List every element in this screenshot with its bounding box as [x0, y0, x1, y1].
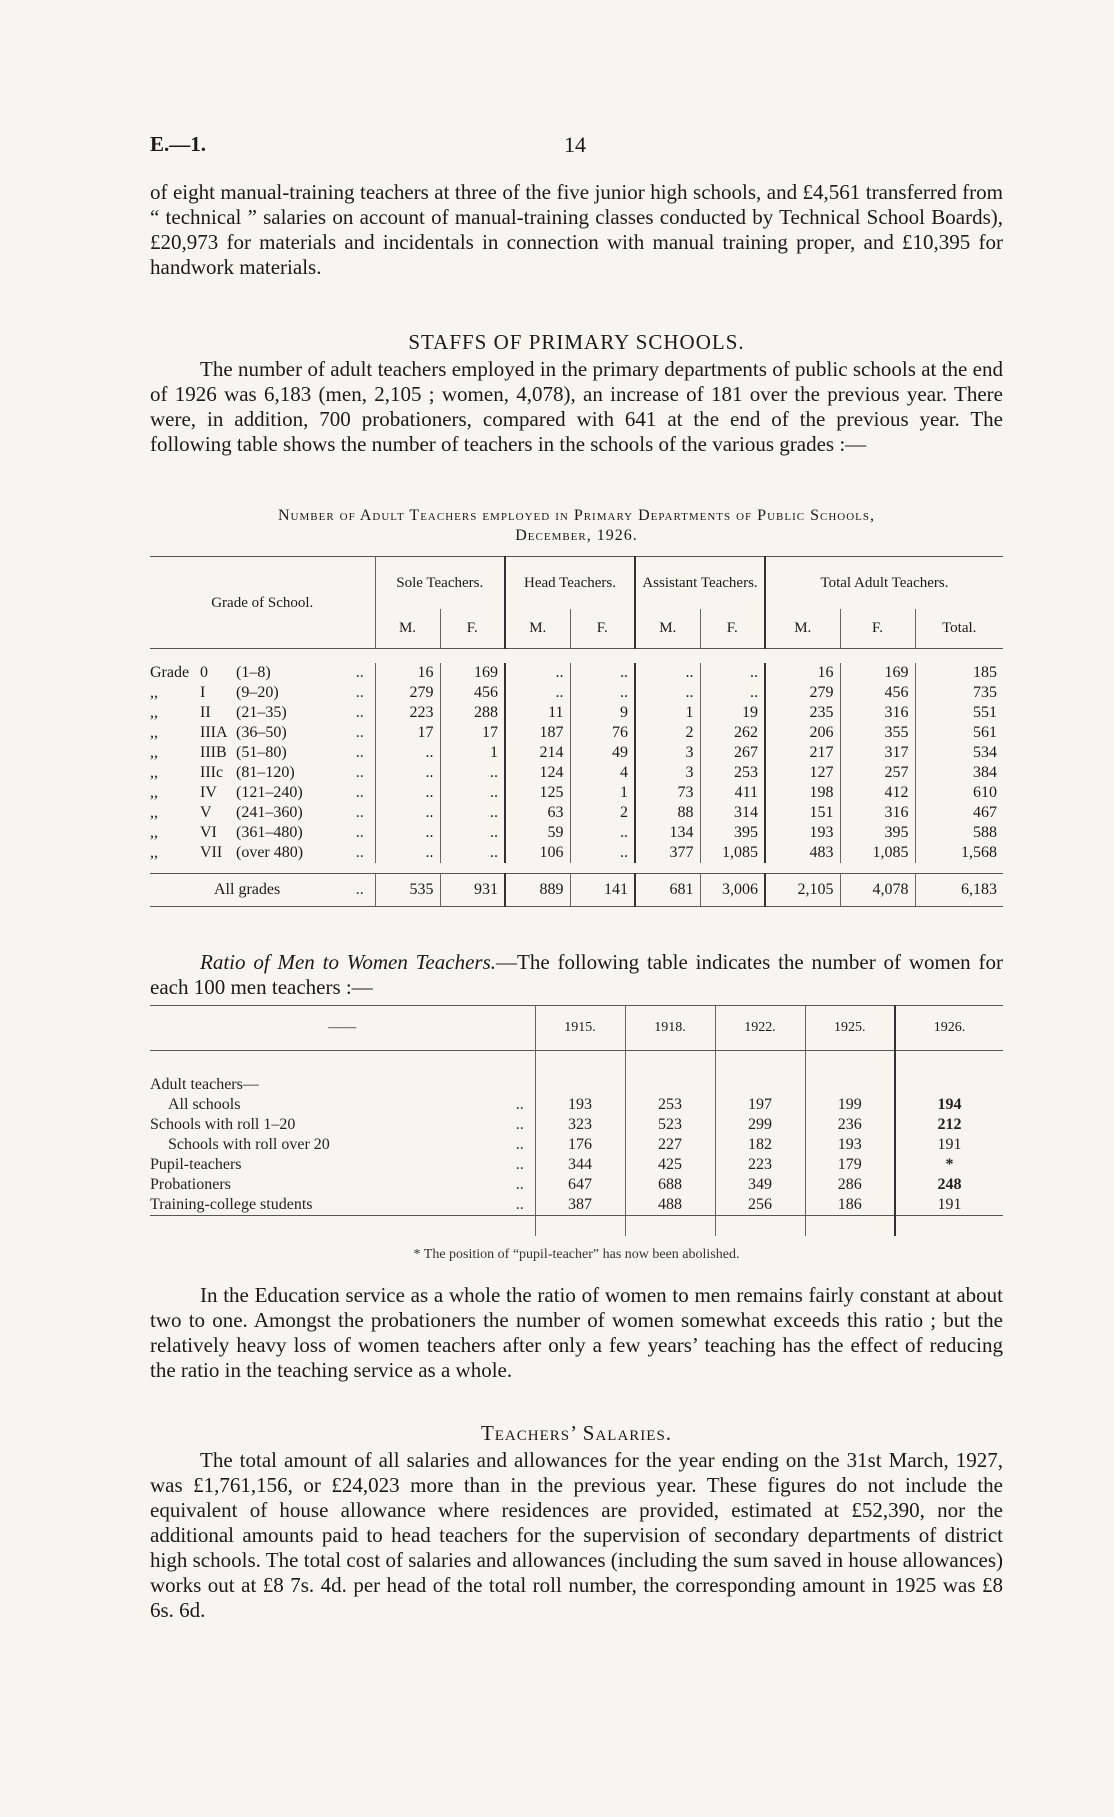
table-cell: .. — [440, 783, 505, 803]
table-cell: 199 — [805, 1095, 895, 1115]
sub-header: M. — [635, 609, 700, 649]
leader-dots: .. — [355, 764, 364, 781]
salaries-paragraph: The total amount of all salaries and allowances for the year ending on the 31st March, 1927, was £1,761,156, or £24,023 more than in the previous year. These figures do not include the equivalent of house allowance where residences are provided, estimated at £52,390, nor the additional amounts paid to head teachers for the supervision of secondary departments of district high schools. The total cost of salaries and allowances (including the sum saved in house allowances) works out at £8 7s. 4d. per head of the total roll number, the corresponding amount in 1925 was £8 6s. 6d. — [150, 1448, 1003, 1622]
grade-numeral: 0 — [200, 664, 208, 681]
table-cell: 16 — [375, 663, 440, 683]
table-cell: .. — [375, 763, 440, 783]
table-row — [150, 1135, 1003, 1155]
grade-range: (21–35) — [236, 704, 287, 721]
spacer-row — [150, 863, 1003, 874]
table-cell: 59 — [505, 823, 570, 843]
row-label: Pupil-teachers — [150, 1156, 242, 1173]
table-cell: 185 — [915, 663, 1003, 683]
table-cell: 735 — [915, 683, 1003, 703]
table-cell: 316 — [840, 803, 915, 823]
table1-caption-line1: Number of Adult Teachers employed in Primary Departments of Public Schools, — [278, 507, 875, 524]
totals-cell: 535 — [375, 874, 440, 907]
grade-label — [150, 763, 345, 783]
table-cell: 349 — [715, 1175, 805, 1195]
table-row — [150, 1155, 1003, 1175]
table-cell: 1 — [635, 703, 700, 723]
sole-teachers-header: Sole Teachers. — [375, 557, 505, 609]
grade-range: (51–80) — [236, 744, 287, 761]
grade-prefix: ,, — [150, 724, 158, 741]
grade-range: (361–480) — [236, 824, 303, 841]
spacer-row — [150, 1216, 1003, 1237]
table-cell: 214 — [505, 743, 570, 763]
table-cell: 253 — [700, 763, 765, 783]
table-cell: .. — [570, 843, 635, 863]
grade-range: (241–360) — [236, 804, 303, 821]
table-cell: 534 — [915, 743, 1003, 763]
table-cell: 106 — [505, 843, 570, 863]
table-cell: .. — [505, 683, 570, 703]
salaries-section — [150, 1448, 1003, 1623]
year-header: 1922. — [715, 1006, 805, 1051]
table-cell: 344 — [535, 1155, 625, 1175]
table-row — [150, 843, 1003, 863]
table-cell: 197 — [715, 1095, 805, 1115]
table-cell: 11 — [505, 703, 570, 723]
leader-dots: .. — [515, 1176, 524, 1193]
table-cell: * — [895, 1155, 1003, 1175]
table-row — [150, 1195, 1003, 1216]
grade-label — [150, 803, 345, 823]
staffs-heading: STAFFS OF PRIMARY SCHOOLS. — [408, 330, 745, 354]
table-cell: 1 — [440, 743, 505, 763]
sub-header: Total. — [915, 609, 1003, 649]
table-row — [150, 823, 1003, 843]
table-cell: 387 — [535, 1195, 625, 1216]
grade-range: (121–240) — [236, 784, 303, 801]
grade-label — [150, 843, 345, 863]
table-cell: 561 — [915, 723, 1003, 743]
leader-dots: .. — [355, 824, 364, 841]
table-cell: .. — [440, 763, 505, 783]
table-row — [150, 1175, 1003, 1195]
table-cell: 125 — [505, 783, 570, 803]
table-cell: 9 — [570, 703, 635, 723]
table-cell: 316 — [840, 703, 915, 723]
table-cell: 217 — [765, 743, 840, 763]
table-cell: 223 — [375, 703, 440, 723]
grade-label — [150, 663, 345, 683]
table-cell: 19 — [700, 703, 765, 723]
grade-numeral: II — [200, 704, 211, 721]
service-section — [150, 1283, 1003, 1383]
table-cell: 456 — [440, 683, 505, 703]
table-row — [150, 1115, 1003, 1135]
page-number: 14 — [564, 132, 586, 157]
table-row — [150, 683, 1003, 703]
table-cell: .. — [505, 663, 570, 683]
ratio-paragraph — [150, 950, 1003, 1000]
table-cell: 206 — [765, 723, 840, 743]
grade-prefix: ,, — [150, 784, 158, 801]
table-row — [150, 663, 1003, 683]
table-cell: 16 — [765, 663, 840, 683]
table-cell: 3 — [635, 763, 700, 783]
grade-numeral: IIIB — [200, 744, 227, 761]
leader-dots: .. — [515, 1136, 524, 1153]
table-cell: 384 — [915, 763, 1003, 783]
sub-header: F. — [840, 609, 915, 649]
table-cell: .. — [440, 803, 505, 823]
table-cell: .. — [635, 683, 700, 703]
table-cell: 317 — [840, 743, 915, 763]
table-cell: 355 — [840, 723, 915, 743]
table-cell: 610 — [915, 783, 1003, 803]
table-cell: 425 — [625, 1155, 715, 1175]
service-paragraph: In the Education service as a whole the ratio of women to men remains fairly constant at about two to one. Amongst the probationers the number of women somewhat exceeds this ratio ; but the relatively heavy loss of women teachers after only a few years’ teaching has the effect of reducing the ratio in the teaching service as a whole. — [150, 1283, 1003, 1382]
grade-prefix: ,, — [150, 704, 158, 721]
table-cell: .. — [375, 823, 440, 843]
totals-cell: 681 — [635, 874, 700, 907]
totals-cell: 4,078 — [840, 874, 915, 907]
table-cell: 395 — [840, 823, 915, 843]
table-cell: 124 — [505, 763, 570, 783]
table-row — [150, 723, 1003, 743]
year-header: 1926. — [895, 1006, 1003, 1051]
row-label: Probationers — [150, 1176, 231, 1193]
grade-prefix: Grade — [150, 664, 190, 681]
grade-header: Grade of School. — [150, 557, 375, 649]
table-cell: 134 — [635, 823, 700, 843]
table-cell: .. — [440, 843, 505, 863]
table-cell: 76 — [570, 723, 635, 743]
table-cell: 187 — [505, 723, 570, 743]
table-cell: 488 — [625, 1195, 715, 1216]
head-teachers-header: Head Teachers. — [505, 557, 635, 609]
totals-cell: 889 — [505, 874, 570, 907]
table-cell: 169 — [840, 663, 915, 683]
table-cell: 88 — [635, 803, 700, 823]
leader-dots: .. — [355, 664, 364, 681]
table-cell: 63 — [505, 803, 570, 823]
grade-range: (over 480) — [236, 844, 304, 861]
table-cell: 49 — [570, 743, 635, 763]
ratio-section — [150, 950, 1003, 1000]
leader-dots: .. — [355, 704, 364, 721]
table1-body — [150, 663, 1003, 907]
row-label: Training-college students — [150, 1195, 505, 1216]
table-cell: 262 — [700, 723, 765, 743]
leader-dots: .. — [345, 874, 375, 907]
totals-row — [150, 874, 1003, 907]
table-row — [150, 743, 1003, 763]
table-cell: 253 — [625, 1095, 715, 1115]
adult-teachers-table — [150, 556, 1003, 907]
table-cell: 647 — [535, 1175, 625, 1195]
row-label: Schools with roll 1–20 — [150, 1116, 296, 1133]
grade-range: (81–120) — [236, 764, 295, 781]
intro-section — [150, 180, 1003, 280]
leader-dots: .. — [355, 684, 364, 701]
total-teachers-header: Total Adult Teachers. — [765, 557, 1003, 609]
grade-numeral: IV — [200, 784, 217, 801]
table-cell: 127 — [765, 763, 840, 783]
page-header — [150, 132, 1000, 162]
totals-label: All grades — [150, 874, 345, 907]
table-cell: 1 — [570, 783, 635, 803]
table-cell: 588 — [915, 823, 1003, 843]
table-row — [150, 1095, 1003, 1115]
table-cell: 176 — [535, 1135, 625, 1155]
table-cell: 3 — [635, 743, 700, 763]
table-cell: 2 — [570, 803, 635, 823]
table-cell: 267 — [700, 743, 765, 763]
table-cell: 467 — [915, 803, 1003, 823]
table2-body — [150, 1051, 1003, 1237]
grade-label — [150, 723, 345, 743]
leader-dots: .. — [355, 724, 364, 741]
grade-numeral: VII — [200, 844, 223, 861]
grade-numeral: VI — [200, 824, 217, 841]
table-cell: 191 — [895, 1195, 1003, 1216]
table-cell: .. — [570, 663, 635, 683]
grade-numeral: I — [200, 684, 206, 701]
table-cell: 395 — [700, 823, 765, 843]
table-cell: 1,568 — [915, 843, 1003, 863]
report-reference: E.—1. — [150, 132, 207, 156]
table-row — [150, 803, 1003, 823]
totals-cell: 3,006 — [700, 874, 765, 907]
table-cell: 169 — [440, 663, 505, 683]
table-cell: 257 — [840, 763, 915, 783]
table-cell: 286 — [805, 1175, 895, 1195]
totals-cell: 2,105 — [765, 874, 840, 907]
table-cell: 4 — [570, 763, 635, 783]
totals-cell: 6,183 — [915, 874, 1003, 907]
grade-range: (36–50) — [236, 724, 287, 741]
table-cell: 248 — [895, 1175, 1003, 1195]
leader-dots: .. — [515, 1156, 524, 1173]
table-cell: 193 — [535, 1095, 625, 1115]
sub-header: F. — [440, 609, 505, 649]
grade-range: (9–20) — [236, 684, 279, 701]
grade-label — [150, 683, 345, 703]
grade-prefix: ,, — [150, 824, 158, 841]
table-cell: .. — [700, 683, 765, 703]
table-cell: 279 — [375, 683, 440, 703]
grade-label — [150, 743, 345, 763]
table-cell: 1,085 — [700, 843, 765, 863]
grade-numeral: IIIc — [200, 764, 224, 781]
table-cell: 412 — [840, 783, 915, 803]
grade-prefix: ,, — [150, 744, 158, 761]
table-cell: 236 — [805, 1115, 895, 1135]
grade-label — [150, 823, 345, 843]
grade-label — [150, 703, 345, 723]
year-header: 1918. — [625, 1006, 715, 1051]
row-label: Schools with roll over 20 — [168, 1136, 330, 1153]
grade-range: (1–8) — [236, 664, 271, 681]
totals-cell: 931 — [440, 874, 505, 907]
table1-caption-line2: December, 1926. — [515, 527, 638, 544]
table-cell: 456 — [840, 683, 915, 703]
table-cell: .. — [375, 743, 440, 763]
table-cell: 483 — [765, 843, 840, 863]
grade-prefix: ,, — [150, 764, 158, 781]
table-cell: .. — [570, 683, 635, 703]
table-cell: 299 — [715, 1115, 805, 1135]
table-cell: 256 — [715, 1195, 805, 1216]
leader-dots: .. — [355, 744, 364, 761]
grade-label — [150, 783, 345, 803]
table-row — [150, 783, 1003, 803]
table-cell: 523 — [625, 1115, 715, 1135]
table-row — [150, 763, 1003, 783]
leader-dots: .. — [355, 804, 364, 821]
grade-numeral: IIIA — [200, 724, 228, 741]
sub-header: M. — [375, 609, 440, 649]
grade-prefix: ,, — [150, 684, 158, 701]
table-cell: 73 — [635, 783, 700, 803]
table-cell: .. — [375, 783, 440, 803]
table-cell: .. — [375, 843, 440, 863]
table-cell: 279 — [765, 683, 840, 703]
table-cell: .. — [635, 663, 700, 683]
table-cell: .. — [440, 823, 505, 843]
table-row — [150, 703, 1003, 723]
group-label: Adult teachers— — [150, 1076, 259, 1093]
table-cell: 17 — [375, 723, 440, 743]
table-cell: .. — [700, 663, 765, 683]
table-cell: 182 — [715, 1135, 805, 1155]
table-cell: 551 — [915, 703, 1003, 723]
ratio-text: —The following table indicates the number of women for each 100 men teachers :— — [150, 950, 1003, 999]
table1-caption — [150, 506, 1003, 546]
table-cell: 193 — [805, 1135, 895, 1155]
ratio-footnote: * The position of “pupil-teacher” has now been abolished. — [413, 1247, 740, 1262]
grade-prefix: ,, — [150, 844, 158, 861]
grade-numeral: V — [200, 804, 212, 821]
table-cell: .. — [570, 823, 635, 843]
table-cell: 314 — [700, 803, 765, 823]
leader-dots: .. — [505, 1195, 535, 1216]
totals-cell: 141 — [570, 874, 635, 907]
table-cell: 288 — [440, 703, 505, 723]
table-cell: 377 — [635, 843, 700, 863]
table-cell: 227 — [625, 1135, 715, 1155]
sub-header: M. — [765, 609, 840, 649]
table-cell: 1,085 — [840, 843, 915, 863]
table-cell: 17 — [440, 723, 505, 743]
row-label: All schools — [168, 1096, 241, 1113]
leader-dots: .. — [515, 1116, 524, 1133]
leader-dots: .. — [355, 844, 364, 861]
table-cell: 193 — [765, 823, 840, 843]
ratio-corner: —— — [150, 1006, 535, 1051]
table-cell: 323 — [535, 1115, 625, 1135]
staffs-section — [150, 357, 1003, 457]
sub-header: F. — [700, 609, 765, 649]
table-cell: 235 — [765, 703, 840, 723]
leader-dots: .. — [515, 1096, 524, 1113]
sub-header: M. — [505, 609, 570, 649]
staffs-paragraph: The number of adult teachers employed in the primary departments of public schools at the end of 1926 was 6,183 (men, 2,105 ; women, 4,078), an increase of 181 over the previous year. There were, in addition, 700 probationers, compared with 641 at the end of the previous year. The following table shows the number of teachers in the schools of the various grades :— — [150, 357, 1003, 456]
table-cell: 688 — [625, 1175, 715, 1195]
table-cell: 179 — [805, 1155, 895, 1175]
table-cell: 198 — [765, 783, 840, 803]
table-cell: 2 — [635, 723, 700, 743]
table-cell: 191 — [895, 1135, 1003, 1155]
table-cell: 223 — [715, 1155, 805, 1175]
sub-header: F. — [570, 609, 635, 649]
year-header: 1915. — [535, 1006, 625, 1051]
year-header: 1925. — [805, 1006, 895, 1051]
leader-dots: .. — [355, 784, 364, 801]
ratio-table — [150, 1005, 1003, 1236]
table-cell: .. — [375, 803, 440, 823]
salaries-heading: Teachers’ Salaries. — [480, 1421, 673, 1445]
table-cell: 212 — [895, 1115, 1003, 1135]
table-cell: 151 — [765, 803, 840, 823]
assistant-teachers-header: Assistant Teachers. — [635, 557, 765, 609]
intro-paragraph: of eight manual-training teachers at three of the five junior high schools, and £4,561 transferred from “ technical ” salaries on account of manual-training classes conducted by Technical School Boards), £20,973 for materials and incidentals in connection with manual training proper, and £10,395 for handwork materials. — [150, 180, 1003, 279]
grade-prefix: ,, — [150, 804, 158, 821]
table-cell: 194 — [895, 1095, 1003, 1115]
table-cell: 186 — [805, 1195, 895, 1216]
table-cell: 411 — [700, 783, 765, 803]
ratio-title: Ratio of Men to Women Teachers. — [200, 950, 496, 974]
